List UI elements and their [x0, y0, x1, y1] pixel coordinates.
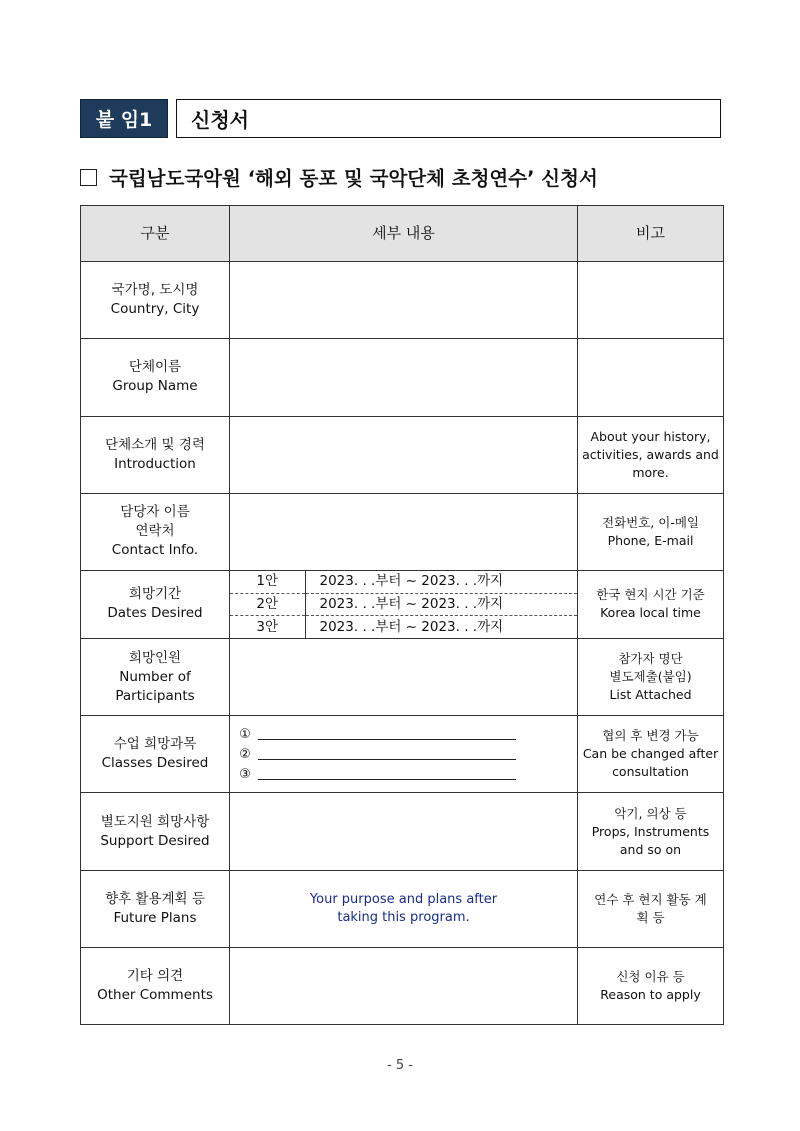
- remark-en: Props, Instruments and so on: [591, 823, 710, 857]
- label-en: Country, City: [110, 301, 200, 318]
- label-en: Contact Info.: [111, 542, 199, 559]
- remark-ko: 협의 후 변경 가능: [602, 728, 699, 744]
- label-en: Future Plans: [113, 909, 197, 926]
- input-contact-info[interactable]: [230, 493, 578, 570]
- table-row: [81, 493, 724, 570]
- class-line[interactable]: [236, 724, 571, 744]
- row-label-intro: [81, 416, 230, 493]
- label-ko: 기타 의견: [126, 967, 184, 984]
- checkbox-square-icon: [80, 169, 97, 186]
- remark-en: Reason to apply: [600, 986, 701, 1002]
- table-row: [81, 639, 724, 716]
- remark-en: Korea local time: [600, 605, 701, 621]
- table-row: [81, 570, 724, 638]
- remark-future: 연수 후 현지 활동 계획 등: [578, 870, 724, 947]
- label-ko: 연락처: [135, 523, 175, 540]
- class-line[interactable]: [236, 764, 571, 784]
- label-en: Other Comments: [97, 986, 213, 1003]
- row-label-classes: [81, 716, 230, 793]
- class-number: ②: [239, 746, 251, 762]
- date-option-label: 1안: [230, 571, 305, 593]
- remark-support: [578, 793, 724, 870]
- remark-ko: 한국 현지 시간 기준: [596, 587, 705, 603]
- input-country-city[interactable]: [230, 262, 578, 339]
- label-ko: 향후 활용계획 등: [105, 890, 205, 907]
- attachment-label: 붙 임1: [80, 99, 168, 138]
- table-row: [81, 870, 724, 947]
- date-range-input[interactable]: 2023. . .부터 ~ 2023. . .까지: [305, 571, 577, 593]
- row-label-future: [81, 870, 230, 947]
- remark-ko: 별도제출(붙임): [609, 669, 692, 685]
- table-header-row: [81, 206, 724, 262]
- form-heading: [80, 162, 740, 192]
- application-form-table: [80, 205, 724, 1025]
- header-category: 구분: [81, 206, 230, 262]
- label-en: Introduction: [114, 455, 196, 472]
- table-row: [81, 416, 724, 493]
- remark-country: [578, 262, 724, 339]
- table-row: [81, 947, 724, 1024]
- header-details: 세부 내용: [230, 206, 578, 262]
- date-option-label: 2안: [230, 593, 305, 615]
- label-ko: 단체소개 및 경력: [105, 436, 205, 453]
- row-label-other: [81, 947, 230, 1024]
- date-range-input[interactable]: 2023. . .부터 ~ 2023. . .까지: [305, 593, 577, 615]
- table-row: [81, 793, 724, 870]
- class-number: ①: [239, 726, 251, 742]
- page-number: - 5 -: [387, 1058, 413, 1073]
- date-option-row: [230, 571, 577, 593]
- row-label-group: [81, 339, 230, 416]
- label-en: Support Desired: [100, 832, 210, 849]
- table-row: [81, 716, 724, 793]
- date-range-input[interactable]: 2023. . .부터 ~ 2023. . .까지: [319, 618, 504, 635]
- remark-dates: [578, 570, 724, 638]
- input-other-comments[interactable]: [230, 947, 578, 1024]
- input-group-name[interactable]: [230, 339, 578, 416]
- row-label-contact: [81, 493, 230, 570]
- remark-ko: 전화번호, 이-메일: [602, 514, 699, 530]
- remark-group: [578, 339, 724, 416]
- date-option-label: 3안: [230, 616, 305, 638]
- classes-list: [230, 716, 578, 793]
- class-underline: [258, 729, 516, 740]
- label-ko: 수업 희망과목: [113, 736, 197, 753]
- label-en: Number of: [119, 668, 191, 685]
- dates-options: [230, 570, 578, 638]
- input-support[interactable]: [230, 793, 578, 870]
- label-en: Group Name: [112, 378, 198, 395]
- table-row: [81, 339, 724, 416]
- remark-classes: [578, 716, 724, 793]
- remark-en: List Attached: [609, 687, 692, 703]
- remark-ko: 신청 이유 등: [616, 968, 685, 984]
- class-number: ③: [239, 766, 251, 782]
- table-row: [81, 262, 724, 339]
- remark-contact: [578, 493, 724, 570]
- row-label-support: [81, 793, 230, 870]
- remark-other: [578, 947, 724, 1024]
- label-ko: 국가명, 도시명: [111, 282, 199, 299]
- label-ko: 별도지원 희망사항: [100, 813, 210, 830]
- label-en: Classes Desired: [101, 755, 209, 772]
- remark-participants: [578, 639, 724, 716]
- row-label-participants: [81, 639, 230, 716]
- remark-en: Phone, E-mail: [607, 532, 694, 548]
- header-remarks: 비고: [578, 206, 724, 262]
- label-ko: 희망기간: [128, 586, 182, 603]
- row-label-dates: [81, 570, 230, 638]
- date-option-row: [230, 616, 577, 638]
- class-underline: [258, 769, 516, 780]
- class-underline: [258, 749, 516, 760]
- input-participants[interactable]: [230, 639, 578, 716]
- class-line[interactable]: [236, 744, 571, 764]
- label-en: Dates Desired: [107, 605, 203, 622]
- attachment-title: 신청서: [176, 99, 721, 138]
- date-option-row: [230, 593, 577, 615]
- remark-ko: 악기, 의상 등: [614, 805, 687, 821]
- input-introduction[interactable]: [230, 416, 578, 493]
- row-label-country: [81, 262, 230, 339]
- label-ko: 담당자 이름: [120, 504, 190, 521]
- remark-ko: 참가자 명단: [618, 651, 683, 667]
- label-ko: 희망인원: [128, 649, 182, 666]
- form-heading-text: 국립남도국악원 ‘해외 동포 및 국악단체 초청연수’ 신청서: [109, 167, 598, 190]
- input-future-plans[interactable]: Your purpose and plans after taking this program.: [230, 870, 578, 947]
- remark-intro: About your history, activities, awards and more.: [578, 416, 724, 493]
- label-ko: 단체이름: [128, 359, 182, 376]
- remark-en: Can be changed after consultation: [582, 746, 719, 780]
- label-en: Participants: [115, 687, 195, 704]
